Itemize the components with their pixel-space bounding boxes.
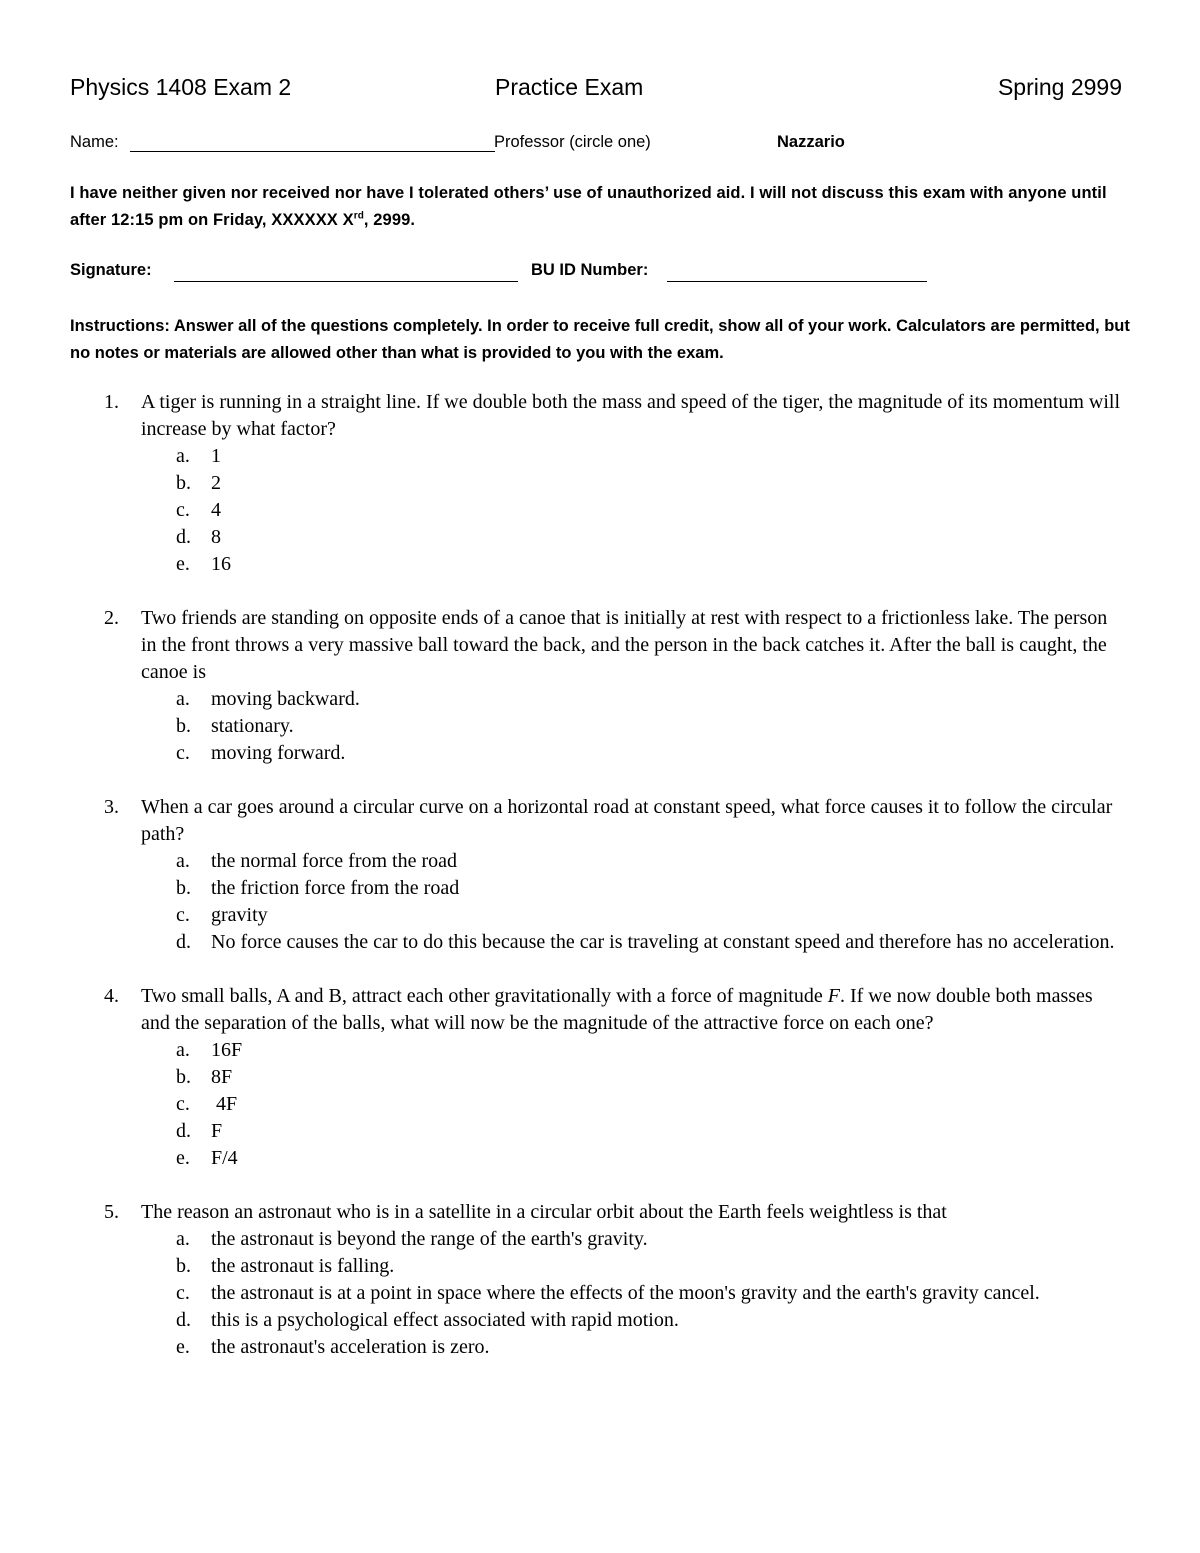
question-number: 3. xyxy=(104,796,119,818)
honor-superscript: rd xyxy=(353,210,364,222)
option-a[interactable] xyxy=(141,848,1126,875)
option-text: 8F xyxy=(211,1066,233,1088)
question-number: 2. xyxy=(104,607,119,629)
option-text: the astronaut is falling. xyxy=(211,1255,395,1277)
option-text: the astronaut's acceleration is zero. xyxy=(211,1336,490,1358)
option-letter: d. xyxy=(176,526,191,548)
option-letter: e. xyxy=(176,1336,190,1358)
option-text: 4 xyxy=(211,499,221,521)
option-text: 16F xyxy=(211,1039,243,1061)
instructions: Instructions: Answer all of the questions completely. In order to receive full credit, show all of your work. Calculators are permitted, but no notes or materials are allowed other than what is provided to you with the exam. xyxy=(70,317,1130,362)
question-number: 5. xyxy=(104,1201,119,1223)
question-number: 1. xyxy=(104,391,119,413)
option-b[interactable] xyxy=(141,1064,1126,1091)
option-text: moving backward. xyxy=(211,688,360,710)
option-letter: d. xyxy=(176,1120,191,1142)
question-text: When a car goes around a circular curve on a horizontal road at constant speed, what force causes it to follow the circular path? xyxy=(141,796,1113,845)
question-text: A tiger is running in a straight line. If we double both the mass and speed of the tiger, the magnitude of its momentum will increase by what factor? xyxy=(141,391,1121,440)
signature-label: Signature: xyxy=(70,261,152,279)
option-a[interactable] xyxy=(141,1037,1126,1064)
option-c[interactable] xyxy=(141,902,1126,929)
option-e[interactable] xyxy=(141,1145,1126,1172)
honor-text: I have neither given nor received nor have I tolerated others’ use of unauthorized aid. I will not discuss this exam with anyone until after 12:15 pm on Friday, XXXXXX X xyxy=(70,184,1107,229)
question-text xyxy=(141,983,1126,1037)
question-text: Two friends are standing on opposite ends of a canoe that is initially at rest with respect to a frictionless lake. The person in the front throws a very massive ball toward the back, and the person in the back catches it. After the ball is caught, the canoe is xyxy=(141,607,1108,683)
option-letter: a. xyxy=(176,850,190,872)
option-letter: e. xyxy=(176,1147,190,1169)
option-letter: c. xyxy=(176,742,190,764)
option-list xyxy=(141,1037,1126,1172)
option-text: No force causes the car to do this because the car is traveling at constant speed and therefore has no acceleration. xyxy=(211,931,1115,953)
option-letter: b. xyxy=(176,1066,191,1088)
option-letter: b. xyxy=(176,1255,191,1277)
option-b[interactable] xyxy=(141,713,1126,740)
option-letter: d. xyxy=(176,1309,191,1331)
question-1 xyxy=(0,389,1126,578)
professor-label: Professor (circle one) xyxy=(494,133,651,151)
option-e[interactable] xyxy=(141,1334,1126,1361)
signature-blank[interactable] xyxy=(174,281,518,282)
question-4 xyxy=(0,983,1126,1172)
option-text: 8 xyxy=(211,526,221,548)
question-3 xyxy=(0,794,1126,956)
option-text: moving forward. xyxy=(211,742,346,764)
exam-header xyxy=(70,74,1122,106)
buid-blank[interactable] xyxy=(667,281,927,282)
course-title: Physics 1408 Exam 2 xyxy=(70,74,292,100)
option-list xyxy=(141,686,1126,767)
option-text: the normal force from the road xyxy=(211,850,458,872)
name-blank[interactable] xyxy=(130,151,495,152)
option-d[interactable] xyxy=(141,929,1126,956)
option-c[interactable] xyxy=(141,497,1126,524)
option-text: the friction force from the road xyxy=(211,877,460,899)
option-b[interactable] xyxy=(141,470,1126,497)
option-c[interactable] xyxy=(141,740,1126,767)
question-number: 4. xyxy=(104,985,119,1007)
option-letter: a. xyxy=(176,445,190,467)
question-text-end: . If we now double both masses and the separation of the balls, what will now be the magnitude of the attractive force on each one? xyxy=(141,985,1093,1034)
professor-name[interactable]: Nazzario xyxy=(777,133,845,151)
question-list xyxy=(0,389,1200,1361)
option-text: 2 xyxy=(211,472,221,494)
option-e[interactable] xyxy=(141,551,1126,578)
option-text: this is a psychological effect associated with rapid motion. xyxy=(211,1309,679,1331)
exam-type: Practice Exam xyxy=(495,74,644,100)
option-c[interactable] xyxy=(141,1091,1126,1118)
option-letter: c. xyxy=(176,904,190,926)
option-text: stationary. xyxy=(211,715,294,737)
option-a[interactable] xyxy=(141,686,1126,713)
option-letter: a. xyxy=(176,688,190,710)
name-row xyxy=(70,133,1130,155)
honor-statement xyxy=(70,180,1135,234)
option-text: F xyxy=(211,1120,223,1142)
option-text: gravity xyxy=(211,904,268,926)
option-text: the astronaut is at a point in space where the effects of the moon's gravity and the earth's gravity cancel. xyxy=(211,1282,1040,1304)
option-letter: e. xyxy=(176,553,190,575)
option-b[interactable] xyxy=(141,1253,1126,1280)
option-a[interactable] xyxy=(141,1226,1126,1253)
option-letter: a. xyxy=(176,1228,190,1250)
buid-label: BU ID Number: xyxy=(531,261,649,279)
option-d[interactable] xyxy=(141,1118,1126,1145)
exam-term: Spring 2999 xyxy=(997,74,1122,100)
option-text: 4F xyxy=(211,1093,238,1115)
option-letter: c. xyxy=(176,1282,190,1304)
option-list xyxy=(141,1226,1126,1361)
option-b[interactable] xyxy=(141,875,1126,902)
option-c[interactable] xyxy=(141,1280,1126,1307)
option-text: the astronaut is beyond the range of the earth's gravity. xyxy=(211,1228,648,1250)
option-text: F/4 xyxy=(211,1147,238,1169)
force-variable: F xyxy=(827,985,840,1007)
option-a[interactable] xyxy=(141,443,1126,470)
name-label: Name: xyxy=(70,133,119,151)
signature-row xyxy=(70,261,1130,285)
option-letter: c. xyxy=(176,499,190,521)
option-letter: d. xyxy=(176,931,191,953)
option-d[interactable] xyxy=(141,1307,1126,1334)
option-list xyxy=(141,848,1126,956)
option-text: 16 xyxy=(211,553,231,575)
option-list xyxy=(141,443,1126,578)
question-text-start: Two small balls, A and B, attract each other gravitationally with a force of magnitude xyxy=(141,985,828,1007)
option-letter: b. xyxy=(176,472,191,494)
question-5 xyxy=(0,1199,1126,1361)
option-text: 1 xyxy=(211,445,221,467)
question-text: The reason an astronaut who is in a satellite in a circular orbit about the Earth feels weightless is that xyxy=(141,1201,947,1223)
option-letter: b. xyxy=(176,877,191,899)
option-letter: c. xyxy=(176,1093,190,1115)
option-letter: b. xyxy=(176,715,191,737)
option-d[interactable] xyxy=(141,524,1126,551)
option-letter: a. xyxy=(176,1039,190,1061)
question-2 xyxy=(0,605,1126,767)
honor-text-end: , 2999. xyxy=(363,211,416,229)
